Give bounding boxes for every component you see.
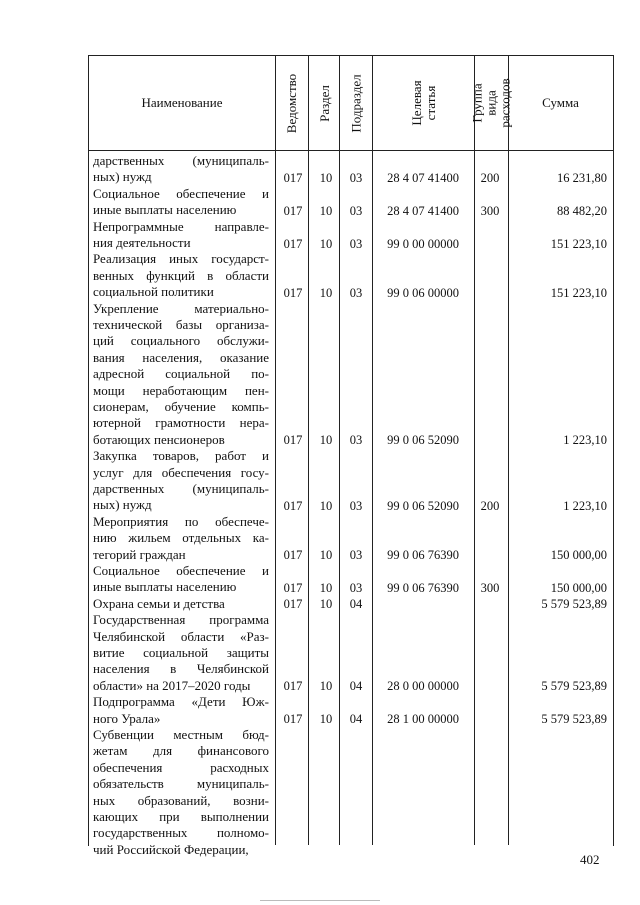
row-grp-cell: 200 bbox=[480, 498, 500, 513]
row-name-line: Социальное обеспечение и bbox=[93, 185, 269, 201]
row-pod-cell: 04 bbox=[349, 712, 363, 727]
row-ved-cell: 017 bbox=[283, 170, 303, 185]
header-summa: Сумма bbox=[542, 95, 579, 110]
row-pod-cell: 04 bbox=[349, 679, 363, 694]
header-vedomstvo-text: Ведомство bbox=[284, 73, 300, 133]
row-razd-cell: 10 bbox=[319, 712, 333, 727]
scan-edge-mark bbox=[260, 900, 380, 901]
row-razd-cell: 10 bbox=[319, 498, 333, 513]
row-name-line: тегорий граждан bbox=[93, 546, 186, 562]
header-podrazdel-text: Подраздел bbox=[348, 73, 364, 133]
row-name-line: населения в Челябинской bbox=[93, 661, 269, 677]
header-divider bbox=[88, 150, 613, 151]
row-sum-cell: 5 579 523,89 bbox=[541, 712, 607, 727]
row-ved-cell: 017 bbox=[283, 236, 303, 251]
row-cel-cell: 28 0 00 00000 bbox=[387, 679, 459, 694]
row-grp-cell: 300 bbox=[480, 203, 500, 218]
row-cel-cell: 99 0 06 52090 bbox=[387, 433, 459, 448]
page-number: 402 bbox=[580, 852, 600, 867]
row-name-line: социальной политики bbox=[93, 284, 214, 300]
row-sum-cell: 1 223,10 bbox=[563, 498, 607, 513]
row-ved-cell: 017 bbox=[283, 498, 303, 513]
row-name-line: ных) нужд bbox=[93, 497, 152, 513]
row-name-line: обязательств муниципаль- bbox=[93, 776, 269, 792]
header-razdel-text: Раздел bbox=[316, 84, 332, 122]
row-pod-cell: 03 bbox=[349, 170, 363, 185]
header-gruppa-text: Группа вида расходов bbox=[469, 78, 513, 128]
row-ved-cell: 017 bbox=[283, 679, 303, 694]
row-cel-cell: 99 0 06 00000 bbox=[387, 285, 459, 300]
row-ved-cell: 017 bbox=[283, 597, 303, 612]
row-name-line: Челябинской области «Раз- bbox=[93, 628, 269, 644]
row-name-line: ния деятельности bbox=[93, 235, 191, 250]
header-gruppa bbox=[469, 56, 513, 150]
row-name-line: Подпрограмма «Дети Юж- bbox=[93, 694, 269, 710]
row-name-line: дарственных (муниципаль- bbox=[93, 153, 269, 168]
row-name-line: обеспечения расходных bbox=[93, 759, 269, 775]
row-name-line: ютерной грамотности нера- bbox=[93, 415, 269, 431]
row-name-line: государственных полномо- bbox=[93, 825, 269, 841]
row-pod-cell: 03 bbox=[349, 433, 363, 448]
row-sum-cell: 151 223,10 bbox=[550, 285, 607, 300]
row-cel-cell: 99 0 06 52090 bbox=[387, 498, 459, 513]
row-name-line: ботающих пенсионеров bbox=[93, 431, 225, 447]
row-razd-cell: 10 bbox=[319, 597, 333, 612]
column-divider bbox=[508, 55, 509, 845]
row-razd-cell: 10 bbox=[319, 236, 333, 251]
row-sum-cell: 5 579 523,89 bbox=[541, 597, 607, 612]
row-name-line: кающих при выполнении bbox=[93, 809, 269, 824]
row-cel-cell: 99 0 06 76390 bbox=[387, 580, 459, 595]
row-cel-cell: 99 0 06 76390 bbox=[387, 548, 459, 563]
row-ved-cell: 017 bbox=[283, 433, 303, 448]
row-sum-cell: 150 000,00 bbox=[550, 548, 607, 563]
row-razd-cell: 10 bbox=[319, 679, 333, 694]
row-pod-cell: 03 bbox=[349, 203, 363, 218]
row-name-line: Социальное обеспечение и bbox=[93, 563, 269, 578]
row-name-line: нию жильем отдельных ка- bbox=[93, 530, 269, 546]
row-sum-cell: 88 482,20 bbox=[557, 203, 607, 218]
header-name: Наименование bbox=[141, 95, 223, 110]
row-ved-cell: 017 bbox=[283, 548, 303, 563]
row-pod-cell: 03 bbox=[349, 548, 363, 563]
header-podrazdel bbox=[340, 56, 372, 150]
row-grp-cell: 300 bbox=[480, 580, 500, 595]
row-ved-cell: 017 bbox=[283, 580, 303, 595]
row-name-line: дарственных (муниципаль- bbox=[93, 481, 269, 496]
row-name-line: жетам для финансового bbox=[93, 743, 269, 759]
row-razd-cell: 10 bbox=[319, 170, 333, 185]
row-name-line: витие социальной защиты bbox=[93, 645, 269, 660]
row-cel-cell: 28 1 00 00000 bbox=[387, 712, 459, 727]
row-name-line: адресной социальной по- bbox=[93, 366, 269, 382]
row-name-line: Государственная программа bbox=[93, 612, 269, 628]
row-name-line: Охрана семьи и детства bbox=[93, 595, 225, 611]
row-cel-cell: 28 4 07 41400 bbox=[387, 170, 459, 185]
row-name-line: Непрограммные направле- bbox=[93, 218, 269, 234]
row-ved-cell: 017 bbox=[283, 203, 303, 218]
header-celevaya bbox=[373, 56, 474, 150]
row-name-line: мощи неработающим пен- bbox=[93, 382, 269, 398]
row-sum-cell: 5 579 523,89 bbox=[541, 679, 607, 694]
header-razdel bbox=[309, 56, 339, 150]
row-ved-cell: 017 bbox=[283, 285, 303, 300]
row-sum-cell: 150 000,00 bbox=[550, 580, 607, 595]
header-vedomstvo bbox=[276, 56, 308, 150]
row-razd-cell: 10 bbox=[319, 285, 333, 300]
row-name-line: ного Урала» bbox=[93, 710, 161, 726]
row-grp-cell: 200 bbox=[480, 170, 500, 185]
row-name-line: ных образований, возни- bbox=[93, 792, 269, 808]
row-name-line: услуг для обеспечения госу- bbox=[93, 464, 269, 480]
row-pod-cell: 03 bbox=[349, 236, 363, 251]
row-cel-cell: 28 4 07 41400 bbox=[387, 203, 459, 218]
row-cel-cell: 99 0 00 00000 bbox=[387, 236, 459, 251]
row-name-line: Мероприятия по обеспече- bbox=[93, 513, 269, 529]
row-razd-cell: 10 bbox=[319, 433, 333, 448]
row-name-line: ций социального обслужи- bbox=[93, 333, 269, 349]
row-name-line: венных функций в области bbox=[93, 267, 269, 283]
row-razd-cell: 10 bbox=[319, 580, 333, 595]
row-razd-cell: 10 bbox=[319, 548, 333, 563]
row-pod-cell: 03 bbox=[349, 285, 363, 300]
row-name-line: Субвенции местным бюд- bbox=[93, 727, 269, 742]
row-name-line: Реализация иных государст- bbox=[93, 251, 269, 267]
row-name-line: технической базы организа- bbox=[93, 317, 269, 332]
row-ved-cell: 017 bbox=[283, 712, 303, 727]
row-sum-cell: 1 223,10 bbox=[563, 433, 607, 448]
row-name-line: иные выплаты населению bbox=[93, 579, 237, 595]
column-divider bbox=[308, 55, 309, 845]
row-pod-cell: 03 bbox=[349, 498, 363, 513]
row-pod-cell: 03 bbox=[349, 580, 363, 595]
row-name-line: Укрепление материально- bbox=[93, 300, 269, 316]
row-name-line: вания населения, оказание bbox=[93, 349, 269, 365]
row-name-line: области» на 2017–2020 годы bbox=[93, 677, 251, 693]
row-name-line: Закупка товаров, работ и bbox=[93, 448, 269, 464]
row-name-line: чий Российской Федерации, bbox=[93, 841, 249, 857]
header-celevaya-text: Целевая статья bbox=[408, 80, 438, 126]
row-name-line: сионерам, обучение компь- bbox=[93, 399, 269, 414]
row-sum-cell: 151 223,10 bbox=[550, 236, 607, 251]
column-divider bbox=[275, 55, 276, 845]
row-razd-cell: 10 bbox=[319, 203, 333, 218]
row-name-line: ных) нужд bbox=[93, 169, 152, 185]
row-pod-cell: 04 bbox=[349, 597, 363, 612]
row-name-line: иные выплаты населению bbox=[93, 202, 237, 218]
row-sum-cell: 16 231,80 bbox=[557, 170, 607, 185]
